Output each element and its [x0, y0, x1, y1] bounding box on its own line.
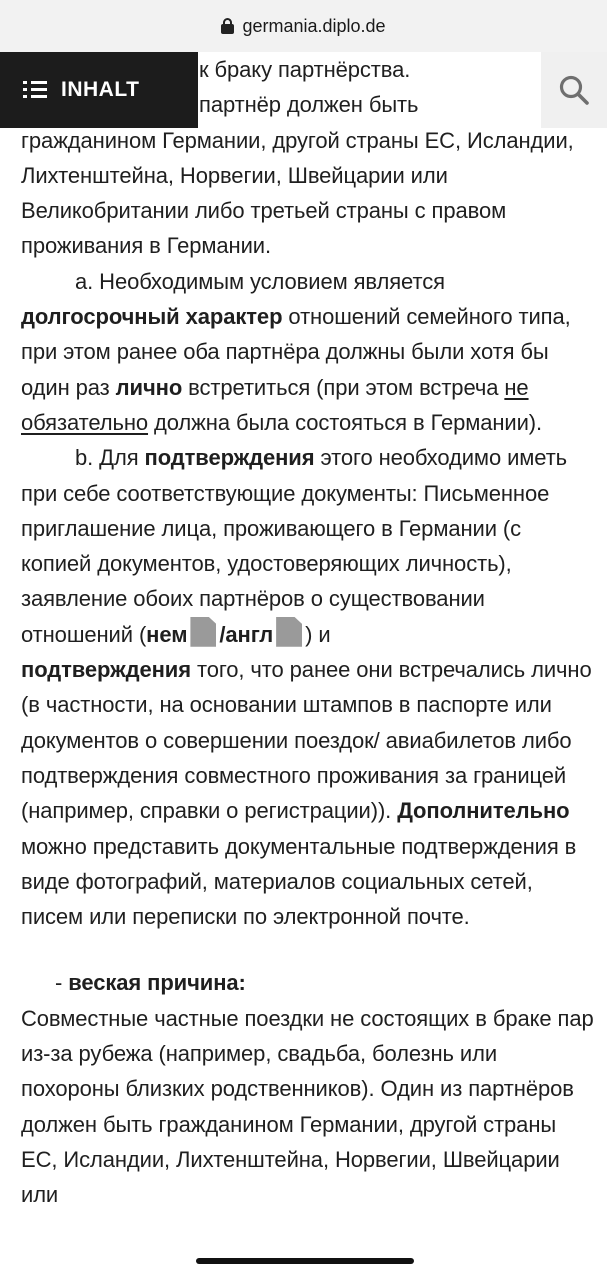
- bold-text: подтверждения: [144, 445, 315, 471]
- text-run: можно представить документальные подтверждения в виде фотографий, материалов социальных сетей, писем или переписки по электронной почте.: [21, 833, 577, 930]
- bold-text: лично: [115, 374, 183, 400]
- dash: -: [55, 970, 69, 996]
- paragraph-valid-reason: Совместные частные поездки не состоящих в браке пар из-за рубежа (например, свадьба, болезнь или похороны близких родственников). Один из партнёров должен быть гражданином Германии, другой страны ЕС, Исландии, Лихтенштейна, Норвегии, Швейцарии или: [21, 1005, 594, 1208]
- link-english-form[interactable]: англ: [225, 621, 274, 647]
- pdf-icon[interactable]: [190, 617, 216, 647]
- text-run: встретиться (при этом встреча: [182, 374, 505, 400]
- bold-text: веская причина:: [68, 970, 246, 996]
- inhalt-label: INHALT: [61, 78, 140, 101]
- text-run: ) и: [305, 621, 331, 647]
- spacer: [21, 934, 596, 965]
- slash-separator: /: [219, 621, 226, 647]
- bold-text: долгосрочный характер: [21, 304, 283, 330]
- text-run: того, что ранее они встречались лично (в частности, на основании штампов в паспорте или документов о совершении поездок/ авиабилетов либо подтверждения совместного проживания за границей (например, справки о регистрации)).: [21, 657, 592, 824]
- list-icon: [23, 81, 47, 99]
- link-german-form[interactable]: нем: [146, 621, 188, 647]
- subheading-valid-reason: [21, 965, 596, 1000]
- url-text: germania.diplo.de: [242, 15, 386, 36]
- text-run: гражданином Германии, другой страны ЕС, Исландии, Лихтенштейна, Норвегии, Швейцарии или Великобритании либо третьей страны с правом проживания в Германии.: [21, 127, 574, 259]
- text-run: отношений семейного типа, при этом ранее оба партнёра должны были хотя бы один раз: [21, 304, 571, 400]
- url-bar[interactable]: [0, 0, 607, 52]
- text-run: a. Необходимым условием является: [75, 268, 445, 294]
- text-line: к браку партнёрства.: [199, 57, 411, 82]
- inhalt-menu-button[interactable]: [0, 52, 198, 128]
- home-indicator[interactable]: [196, 1258, 414, 1264]
- text-run: b. Для: [75, 445, 145, 471]
- underlined-text: не обязательно: [21, 374, 529, 435]
- search-button[interactable]: [541, 52, 607, 128]
- text-run: должна была состояться в Германии).: [148, 409, 543, 435]
- paragraph-item-b: [21, 440, 596, 934]
- bold-text: подтверждения: [21, 657, 191, 683]
- paragraph-item-a: [21, 264, 596, 440]
- article-body: [21, 52, 596, 1213]
- text-run: этого необходимо иметь при себе соответствующие документы: Письменное приглашение лица, проживающего в Германии (с копией документов, удостоверяющих личность), заявление обоих партнёров о существовании отношений (: [21, 445, 568, 647]
- bold-text: Дополнительно: [397, 798, 570, 824]
- search-icon: [558, 74, 590, 106]
- lock-icon: [221, 18, 234, 34]
- pdf-icon[interactable]: [276, 617, 302, 647]
- text-line: партнёр должен быть: [199, 92, 419, 118]
